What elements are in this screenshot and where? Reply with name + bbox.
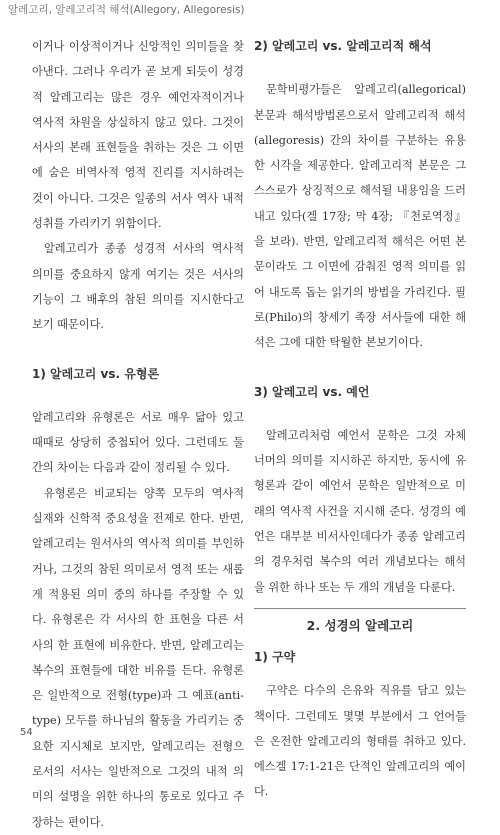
section-heading-allegory-vs-typology: 1) 알레고리 vs. 유형론 [32,366,160,381]
chapter-heading: 2. 성경의 알레고리 [254,608,466,637]
body-paragraph: 알레고리처럼 예언서 문학은 그것 자체 너머의 의미를 지시하곤 하지만, 동시에 유형론과 같이 예언서 문학은 일반적으로 미래의 역사적 사건을 지시해 준다. 성경의 예언은 대부분 비서사인데다가 종종 알레고리의 경우처럼 복수의 여러 개념보다는 해석을 위한 하나 또는 두 개의 개념을 다룬다. [254,428,466,594]
body-paragraph: 구약은 다수의 은유와 직유를 담고 있는 책이다. 그런데도 몇몇 부분에서 그 언어들은 온전한 알레고리의 형태를 취하고 있다. 에스겔 17:1-21은 단적인 알레고리의 예이다. [254,684,466,799]
body-paragraph: 알레고리와 유형론은 서로 매우 닮아 있고 때때로 상당히 중첩되어 있다. 그런데도 둘 간의 차이는 다음과 같이 정리될 수 있다. [32,410,244,475]
subsection-heading-old-testament: 1) 구약 [254,649,296,664]
running-header: 알레고리, 알레고리적 해석(Allegory, Allegoresis) [8,4,245,16]
left-column [32,34,244,835]
right-column [254,34,466,805]
page-number: 54 [20,727,33,738]
section-heading-allegory-vs-allegoresis: 2) 알레고리 vs. 알레고리적 해석 [254,39,432,53]
body-paragraph: 알레고리가 종종 성경적 서사의 역사적 의미를 중요하지 않게 여기는 것은 서사의 기능이 그 배후의 참된 의미를 지시한다고 보기 때문이다. [32,242,244,332]
body-paragraph: 문학비평가들은 알레고리(allegorical) 본문과 해석방법론으로서 알레고리적 해석(allegoresis) 간의 차이를 구분하는 유용한 시각을 제공한다. 알레고리적 본문은 그 스스로가 상징적으로 해석될 내용임을 드러내고 있다(겔 17장; 막 4장; 『천로역정』을 보라). 반면, 알레고리적 해석은 어떤 본문이라도 그 이면에 감춰진 영적 의미를 읽어 내도록 돕는 읽기의 방법을 가리킨다. 필로(Philo)의 창세기 족장 서사들에 대한 해석은 그에 대한 탁월한 본보기이다. [254,83,466,350]
section-heading-allegory-vs-prophecy: 3) 알레고리 vs. 예언 [254,384,370,399]
body-paragraph: 이거나 이상적이거나 신앙적인 의미들을 찾아낸다. 그러나 우리가 곧 보게 되듯이 성경적 알레고리는 많은 경우 예언자적이거나 역사적 차원을 상실하지 않고 있다. 그것이 서사의 본래 표현들을 취하는 것은 그 이면에 숨은 비역사적 영적 진리를 지시하려는 것이 아니다. 그것은 일종의 서사 역사 내적 성취를 가리키기 위함이다. [32,40,244,231]
body-paragraph: 유형론은 비교되는 양쪽 모두의 역사적 실재와 신학적 중요성을 전제로 한다. 반면, 알레고리는 원서사의 역사적 의미를 부인하거나, 그것의 참된 의미로서 영적 또는 새롭게 적용된 의미 중의 하나를 주장할 수 있다. 유형론은 각 서사의 한 표현을 다른 서사의 한 표현에 비유한다. 반면, 알레고리는 복수의 표현들에 대한 비유를 든다. 유형론은 일반적으로 전형(type)과 그 예표(anti-type) 모두를 하나님의 활동을 가리키는 중요한 지시체로 보지만, 알레고리는 전형으로서의 서사는 일반적으로 그것의 내적 의미의 설명을 위한 하나의 통로로 있다고 주장하는 편이다. [32,486,244,829]
